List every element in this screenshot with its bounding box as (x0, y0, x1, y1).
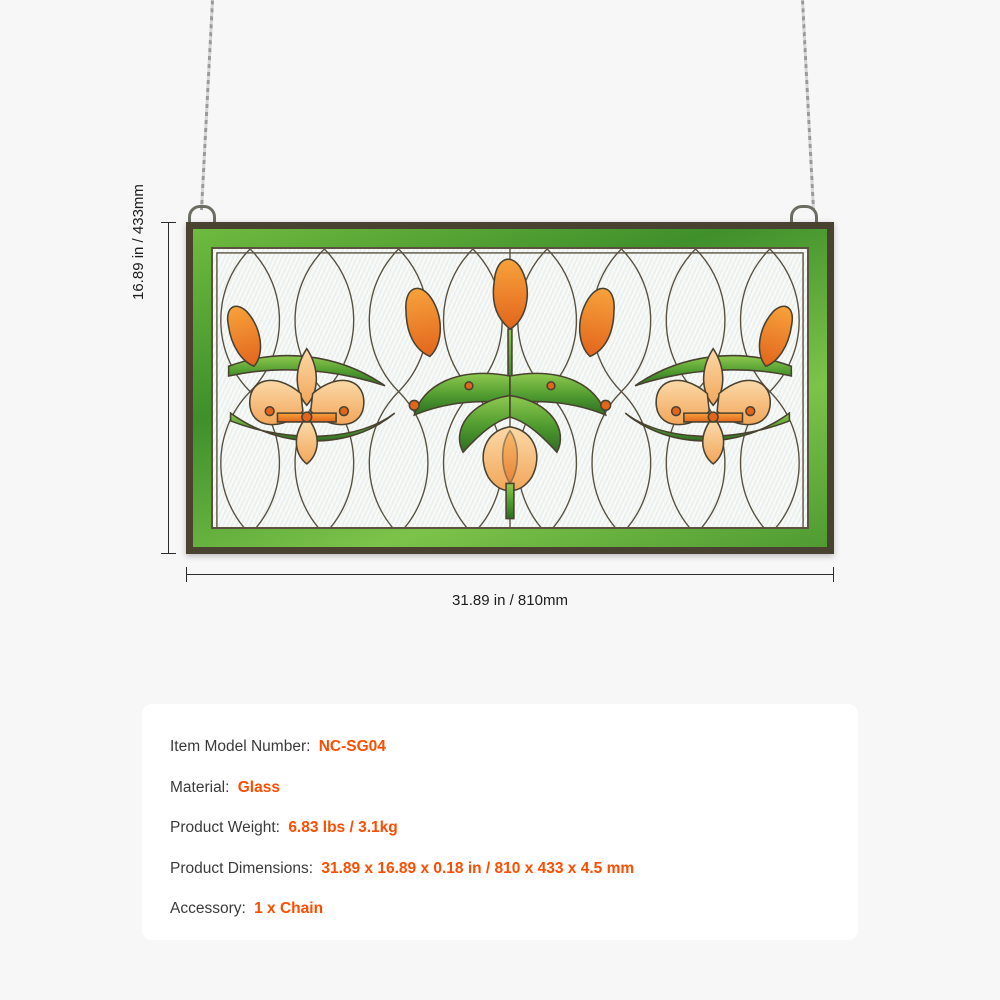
spec-label-model: Item Model Number: (170, 738, 311, 755)
spec-label-dimensions: Product Dimensions: (170, 859, 314, 877)
width-dimension-cap-left (186, 567, 187, 582)
spec-value-dimensions: 31.89 x 16.89 x 0.18 in / 810 x 433 x 4.5 mm (321, 859, 635, 877)
width-dimension-cap-right (833, 567, 834, 582)
spec-value-accessory: 1 x Chain (254, 900, 324, 918)
specification-card (142, 704, 858, 940)
spec-row-weight (170, 819, 858, 838)
height-dimension-cap-top (161, 222, 176, 223)
width-dimension-label: 31.89 in / 810mm (452, 592, 568, 609)
spec-value-model: NC-SG04 (318, 738, 386, 755)
panel-glass-field (211, 247, 809, 529)
spec-label-material: Material: (170, 778, 230, 796)
width-dimension-line (186, 574, 834, 575)
spec-value-weight: 6.83 lbs / 3.1kg (288, 819, 398, 837)
floral-ornament-artwork (213, 249, 807, 529)
height-dimension-label: 16.89 in / 433mm (130, 184, 147, 300)
spec-row-model (170, 738, 858, 757)
height-dimension-line (168, 222, 169, 554)
spec-label-accessory: Accessory: (170, 900, 246, 918)
height-dimension-cap-bottom (161, 553, 176, 554)
hanging-chain-left (200, 0, 214, 210)
spec-row-dimensions (170, 860, 858, 879)
spec-row-accessory (170, 900, 858, 919)
spec-value-material: Glass (237, 778, 280, 796)
spec-label-weight: Product Weight: (170, 819, 280, 837)
spec-row-material (170, 779, 858, 798)
hanging-chain-right (801, 0, 815, 210)
stained-glass-panel (186, 222, 834, 554)
